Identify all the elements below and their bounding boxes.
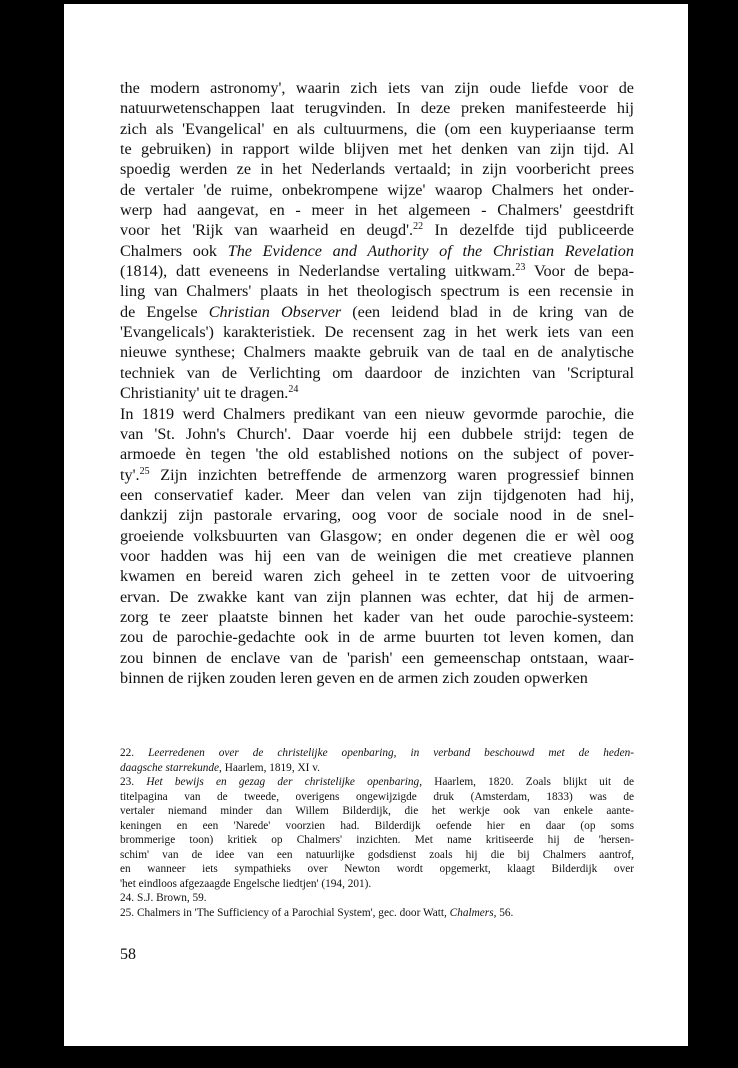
text-line	[120, 465, 634, 485]
text-segment: voor het 'Rijk van waarheid en deugd'.	[120, 221, 414, 240]
text-line	[120, 383, 634, 403]
scan-border-bottom	[0, 1046, 738, 1068]
text-segment: (een leidend blad in de kring van de	[341, 302, 634, 321]
text-line	[120, 261, 634, 281]
footnote-ref: 24	[288, 384, 299, 396]
text-segment: de Engelse	[120, 302, 209, 321]
footnote-ref: 22	[413, 221, 424, 233]
footnote-line: 24. S.J. Brown, 59.	[120, 892, 207, 904]
footnote-line: titelpagina van de tweede, overigens ongewijzigde druk (Amsterdam, 1833) was de	[120, 790, 634, 803]
text-segment: Zijn inzichten betreffende de armenzorg waren progressief binnen	[149, 465, 634, 484]
text-line: werp had aangevat, en - meer in het algemeen - Chalmers' geestdrift	[120, 201, 634, 220]
text-line	[120, 241, 634, 261]
text-line: 'Evangelicals') karakteristiek. De recensent zag in het werk iets van een	[120, 323, 634, 342]
footnote-line	[120, 761, 634, 776]
footnote-ref: 23	[515, 262, 526, 274]
text-line: een conservatief kader. Meer dan velen van zijn tijdgenoten had hij,	[120, 485, 634, 504]
text-line: nieuwe synthese; Chalmers maakte gebruik van de taal en de analytische	[120, 343, 634, 362]
footnote-text: , Haarlem, 1819, XI v.	[219, 761, 320, 774]
footnote-title: Het bewijs en gezag der christelijke openbaring	[146, 776, 420, 788]
footnote-line: en wanneer iets sympathieks over Newton wordt opgemerkt, klaagt Bilderdijk over	[120, 863, 634, 875]
text-line: zorg te zeer plaatste binnen het kader van het oude parochie-systeem:	[120, 607, 634, 626]
text-line: ervan. De zwakke kant van zijn plannen was echter, dat hij de armen-	[120, 587, 634, 606]
footnote-line	[120, 775, 634, 790]
footnote-line: 'het eindloos afgezaagde Engelsche liedtjen' (194, 201).	[120, 877, 372, 890]
text-line: zou de parochie-gedachte ook in de arme buurten tot leven komen, dan	[120, 628, 634, 647]
footnote-line	[120, 906, 634, 921]
text-line: dankzij zijn pastorale ervaring, oog voor de sociale nood in de snel-	[120, 506, 634, 525]
footnote-line: vertaler niemand minder dan Willem Bilderdijk, die het werkje ook van enkele aante-	[120, 805, 634, 817]
text-line: te gebruiken) in rapport wilde blijven met het denken van zijn tijd. Al	[120, 140, 634, 159]
text-line: zou binnen de enclave van de 'parish' een gemeenschap ontstaan, waar-	[120, 648, 634, 667]
text-segment: (1814), datt eveneens in Nederlandse vertaling uitkwam.	[120, 262, 516, 281]
body-text	[120, 78, 634, 688]
text-line: kwamen en bereid waren zich geheel in te zetten voor de uitvoering	[120, 567, 634, 586]
footnote-line: keningen en een 'Narede' voorzien had. Bilderdijk oefende hier en daar (op soms	[120, 819, 634, 832]
footnote-title: daagsche starrekunde	[120, 761, 220, 774]
footnote-text: , Haarlem, 1820. Zoals blijkt uit de	[419, 776, 634, 788]
footnote-line	[120, 746, 634, 761]
text-line: voor hadden was hij een van de weinigen die met creatieve plannen	[120, 546, 634, 565]
text-line: ling van Chalmers' plaats in het theologisch spectrum is een recensie in	[120, 282, 634, 301]
footnote-text: , 56.	[493, 906, 514, 919]
footnote-number: 22.	[120, 747, 149, 759]
book-page	[64, 4, 688, 1046]
text-line: van 'St. John's Church'. Daar voerde hij een dubbele strijd: tegen de	[120, 424, 634, 443]
text-segment: Christianity' uit te dragen.	[120, 384, 289, 403]
footnote-ref: 25	[139, 465, 150, 477]
footnote-title: Chalmers	[449, 906, 494, 919]
scan-border-left	[0, 0, 64, 1068]
text-line: spoedig werden ze in het Nederlands vertaald; in zijn voorbericht prees	[120, 160, 634, 179]
book-title: The Evidence and Authority of the Christian Revelation	[227, 241, 634, 260]
text-line: binnen de rijken zouden leren geven en de armen zich zouden opwerken	[120, 668, 588, 687]
text-line: armoede èn tegen 'the old established notions on the subject of pover-	[120, 445, 634, 464]
text-line: natuurwetenschappen laat terugvinden. In deze preken manifesteerde hij	[120, 99, 634, 118]
footnote-number: 23.	[120, 776, 147, 788]
footnote-title: Leerredenen over de christelijke openbaring, in verband beschouwd met de heden-	[148, 747, 634, 759]
text-line: groeiende volksbuurten van Glasgow; en onder degenen die er wèl oog	[120, 526, 634, 545]
text-line: In 1819 werd Chalmers predikant van een nieuw gevormde parochie, die	[120, 404, 634, 423]
footnotes	[120, 746, 634, 920]
footnote-line: brommerige toon) kritiek op Chalmers' inzichten. Met name kritiseerde hij de 'hersen-	[120, 834, 634, 846]
text-line	[120, 302, 634, 322]
text-line: the modern astronomy', waarin zich iets van zijn oude liefde voor de	[120, 79, 634, 97]
journal-title: Christian Observer	[208, 302, 342, 321]
text-segment: In dezelfde tijd publiceerde	[423, 221, 634, 240]
text-line: techniek van de Verlichting om daardoor de inzichten van 'Scriptural	[120, 363, 634, 382]
footnote-text: 25. Chalmers in 'The Sufficiency of a Parochial System', gec. door Watt,	[120, 906, 450, 919]
text-line: zich als 'Evangelical' en als cultuurmens, die (om een kuyperiaanse term	[120, 119, 634, 138]
text-segment: Voor de bepa-	[525, 262, 634, 281]
scan-border-right	[688, 0, 738, 1068]
text-line: de vertaler 'de ruime, onbekrompene wijze' waarop Chalmers het onder-	[120, 180, 634, 199]
footnote-line: schim' van de idee van een natuurlijke godsdienst zoals hij die bij Chalmers aantrof,	[120, 848, 634, 861]
text-segment: ty'.	[120, 465, 140, 484]
page-number: 58	[120, 946, 136, 963]
text-segment: Chalmers ook	[120, 241, 228, 260]
text-line	[120, 220, 634, 240]
